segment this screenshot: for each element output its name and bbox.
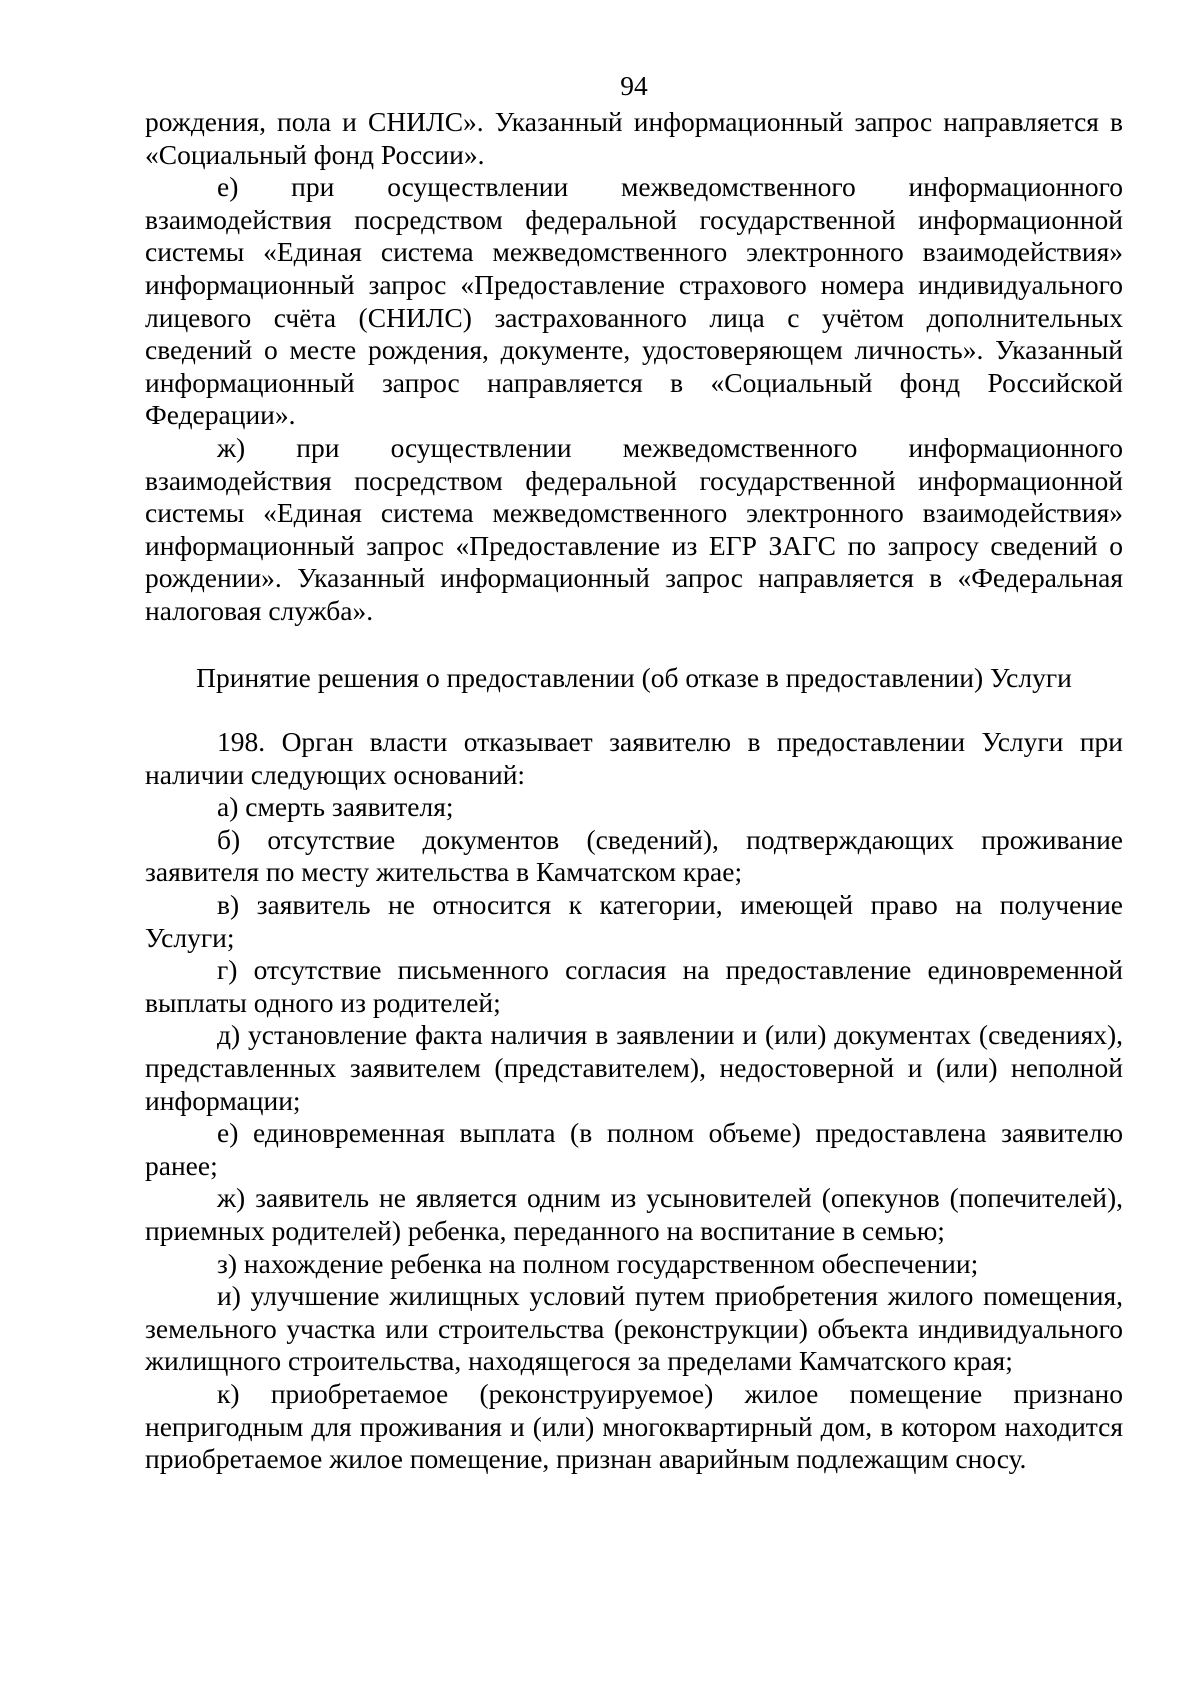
list-item-g: г) отсутствие письменного согласия на предоставление единовременной выплаты одного из родителей; <box>145 954 1123 1018</box>
spacer <box>145 694 1123 726</box>
list-item-z: з) нахождение ребенка на полном государственном обеспечении; <box>217 1247 979 1279</box>
paragraph-item-e: е) при осуществлении межведомственного информационного взаимодействия посредством федеральной государственной информационной системы «Единая система межведомственного электронного взаимодействия» информационный запрос «Предоставление страхового номера индивидуального лицевого счёта (СНИЛС) застрахованного лица с учётом дополнительных сведений о месте рождения, документе, удостоверяющем личность». Указанный информационный запрос направляется в «Социальный фонд Российской Федерации». <box>145 171 1123 431</box>
spacer <box>145 628 1123 662</box>
list-item-a: а) смерть заявителя; <box>217 791 454 823</box>
document-page <box>145 66 1123 1476</box>
list-item-e: е) единовременная выплата (в полном объеме) предоставлена заявителю ранее; <box>145 1117 1123 1181</box>
list-item-i: и) улучшение жилищных условий путем приобретения жилого помещения, земельного участка или строительства (реконструкции) объекта индивидуального жилищного строительства, находящегося за пределами Камчатского края; <box>145 1280 1123 1377</box>
list-item-d: д) установление факта наличия в заявлении и (или) документах (сведениях), представленных заявителем (представителем), недостоверной и (или) неполной информации; <box>145 1019 1123 1116</box>
list-item-v: в) заявитель не относится к категории, имеющей право на получение Услуги; <box>145 889 1123 953</box>
page-number: 94 <box>620 70 648 101</box>
list-item-zh: ж) заявитель не является одним из усыновителей (опекунов (попечителей), приемных родителей) ребенка, переданного на воспитание в семью; <box>145 1182 1123 1246</box>
paragraph-item-zh: ж) при осуществлении межведомственного информационного взаимодействия посредством федеральной государственной информационной системы «Единая система межведомственного электронного взаимодействия» информационный запрос «Предоставление из ЕГР ЗАГС по запросу сведений о рождении». Указанный информационный запрос направляется в «Федеральная налоговая служба». <box>145 431 1123 626</box>
paragraph-continuation: рождения, пола и СНИЛС». Указанный информационный запрос направляется в «Социальный фонд России». <box>145 106 1123 170</box>
paragraph-clause-198: 198. Орган власти отказывает заявителю в предоставлении Услуги при наличии следующих оснований: <box>145 726 1123 790</box>
list-item-k: к) приобретаемое (реконструируемое) жилое помещение признано непригодным для проживания и (или) многоквартирный дом, в котором находится приобретаемое жилое помещение, признан аварийным подлежащим сносу. <box>145 1377 1123 1475</box>
list-item-b: б) отсутствие документов (сведений), подтверждающих проживание заявителя по месту жительства в Камчатском крае; <box>145 823 1123 888</box>
section-heading: Принятие решения о предоставлении (об отказе в предоставлении) Услуги <box>196 661 1072 693</box>
